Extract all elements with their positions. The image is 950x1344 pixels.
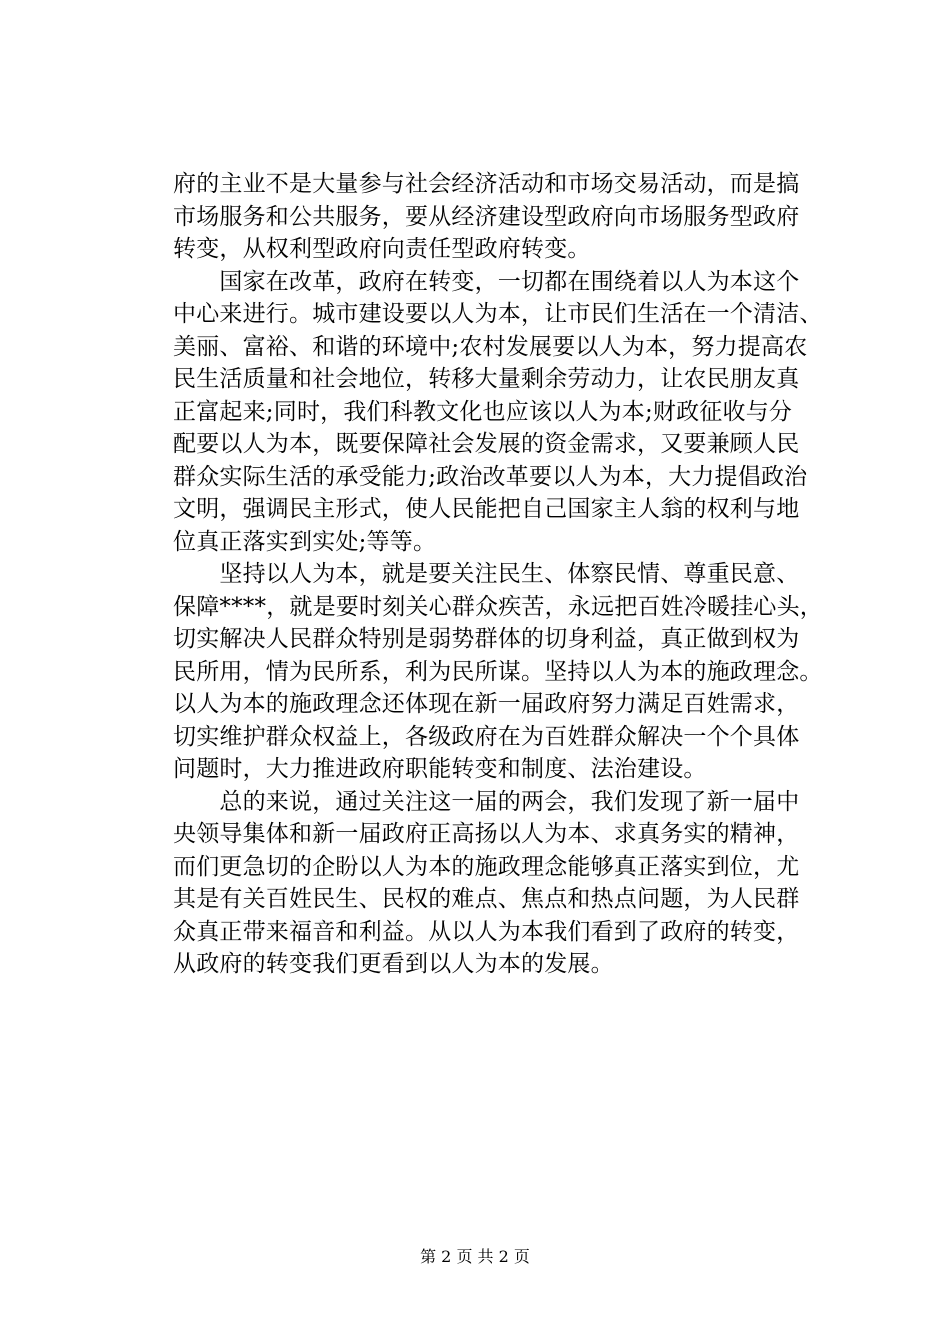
text-line: 民所用，情为民所系，利为民所谋。坚持以人为本的施政理念。 — [173, 658, 823, 685]
text-line: 民生活质量和社会地位，转移大量剩余劳动力，让农民朋友真 — [173, 366, 800, 392]
text-line: 正富起来;同时，我们科教文化也应该以人为本;财政征收与分 — [173, 398, 793, 425]
page-number-footer: 第 2 页 共 2 页 — [420, 1247, 530, 1266]
text-line: 文明，强调民主形式，使人民能把自己国家主人翁的权利与地 — [173, 496, 800, 522]
text-line: 保障****，就是要时刻关心群众疾苦，永远把百姓冷暖挂心头， — [173, 593, 823, 620]
text-line: 其是有关百姓民生、民权的难点、焦点和热点问题，为人民群 — [173, 886, 800, 912]
text-line: 总的来说，通过关注这一届的两会，我们发现了新一届中 — [173, 788, 800, 815]
text-line: 市场服务和公共服务，要从经济建设型政府向市场服务型政府 — [173, 203, 800, 230]
text-line: 众真正带来福音和利益。从以人为本我们看到了政府的转变， — [173, 918, 800, 945]
text-line: 国家在改革，政府在转变，一切都在围绕着以人为本这个 — [173, 268, 800, 295]
text-line: 转变，从权利型政府向责任型政府转变。 — [173, 236, 591, 262]
text-line: 切实解决人民群众特别是弱势群体的切身利益，真正做到权为 — [173, 626, 800, 652]
text-line: 切实维护群众权益上，各级政府在为百姓群众解决一个个具体 — [173, 723, 800, 750]
text-line: 问题时，大力推进政府职能转变和制度、法治建设。 — [173, 756, 707, 782]
text-line: 位真正落实到实处;等等。 — [173, 528, 437, 555]
text-line: 以人为本的施政理念还体现在新一届政府努力满足百姓需求， — [173, 691, 800, 717]
text-line: 从政府的转变我们更看到以人为本的发展。 — [173, 951, 614, 977]
text-line: 群众实际生活的承受能力;政治改革要以人为本，大力提倡政治 — [173, 463, 808, 490]
text-line: 坚持以人为本，就是要关注民生、体察民情、尊重民意、 — [173, 561, 800, 587]
text-line: 府的主业不是大量参与社会经济活动和市场交易活动，而是搞 — [173, 171, 800, 197]
document-body — [173, 168, 853, 981]
text-line: 而们更急切的企盼以人为本的施政理念能够真正落实到位，尤 — [173, 853, 800, 880]
text-line: 配要以人为本，既要保障社会发展的资金需求，又要兼顾人民 — [173, 431, 800, 457]
text-line: 中心来进行。城市建设要以人为本，让市民们生活在一个清洁、 — [173, 301, 823, 327]
text-line: 美丽、富裕、和谐的环境中;农村发展要以人为本，努力提高农 — [173, 333, 808, 360]
text-line: 央领导集体和新一届政府正高扬以人为本、求真务实的精神， — [173, 821, 800, 847]
